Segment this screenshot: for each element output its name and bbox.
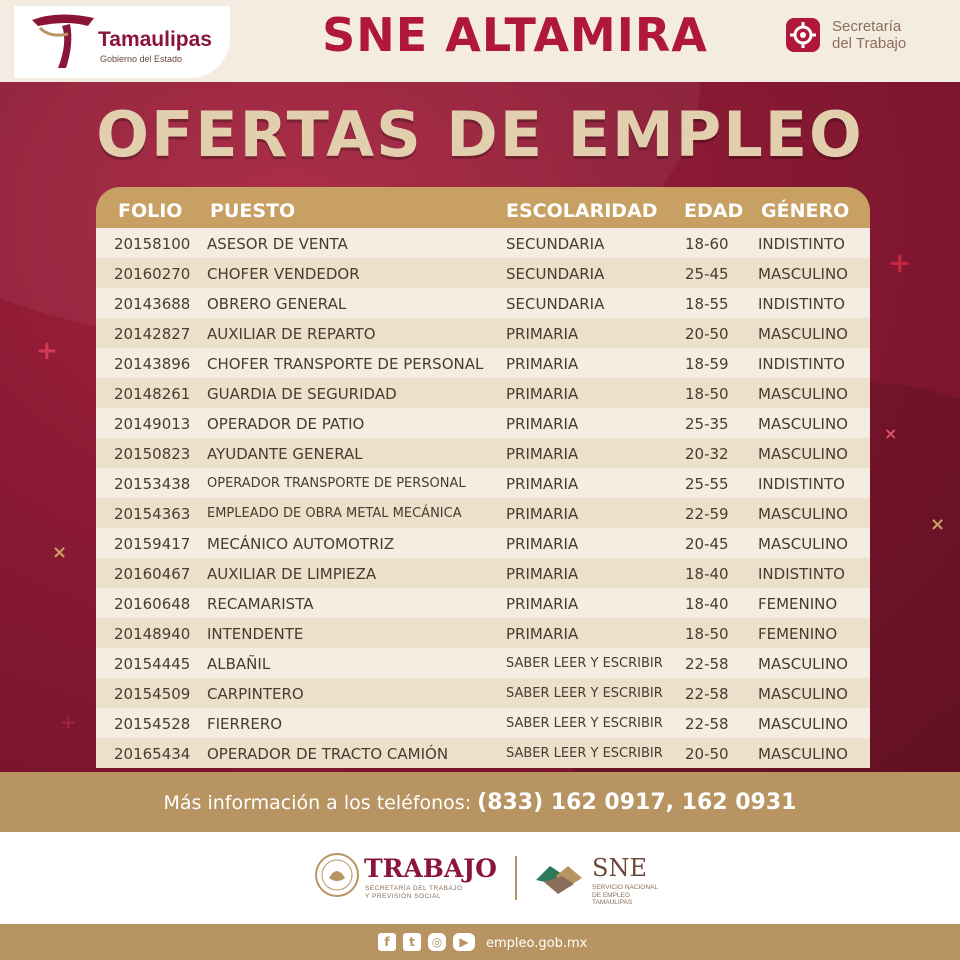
table-row	[96, 258, 870, 288]
cell-genero: INDISTINTO	[758, 565, 845, 583]
cell-genero: FEMENINO	[758, 595, 838, 613]
table-row	[96, 618, 870, 648]
national-seal-icon	[314, 852, 360, 898]
cell-escolaridad: PRIMARIA	[506, 625, 579, 643]
youtube-icon[interactable]: ▶	[453, 933, 475, 951]
cell-folio: 20143896	[114, 355, 191, 373]
sne-sub-line1: SERVICIO NACIONAL	[592, 884, 658, 891]
twitter-icon[interactable]: t	[403, 933, 421, 951]
cell-edad: 18-40	[685, 595, 729, 613]
cell-genero: MASCULINO	[758, 505, 848, 523]
cell-edad: 18-50	[685, 385, 729, 403]
secretaria-label	[832, 18, 906, 52]
footer-divider	[515, 856, 517, 900]
cell-genero: MASCULINO	[758, 745, 848, 763]
table-row	[96, 438, 870, 468]
cell-escolaridad: PRIMARIA	[506, 475, 579, 493]
cell-puesto: GUARDIA DE SEGURIDAD	[207, 385, 397, 403]
cell-escolaridad: PRIMARIA	[506, 325, 579, 343]
cell-genero: MASCULINO	[758, 655, 848, 673]
cell-genero: MASCULINO	[758, 265, 848, 283]
secretaria-line2: del Trabajo	[832, 35, 907, 52]
cell-edad: 25-35	[685, 415, 729, 433]
cell-puesto: AUXILIAR DE REPARTO	[207, 325, 376, 343]
table-row	[96, 588, 870, 618]
table-header	[96, 187, 870, 228]
cell-puesto: FIERRERO	[207, 715, 283, 733]
cell-genero: INDISTINTO	[758, 475, 845, 493]
cell-puesto: MECÁNICO AUTOMOTRIZ	[207, 535, 395, 553]
plus-icon: +	[60, 710, 77, 734]
cell-escolaridad: PRIMARIA	[506, 445, 579, 463]
facebook-icon[interactable]: f	[378, 933, 396, 951]
page-title: SNE ALTAMIRA	[322, 8, 708, 62]
cell-edad: 18-50	[685, 625, 729, 643]
logo-name: Tamaulipas	[98, 28, 212, 51]
cell-puesto: CARPINTERO	[207, 685, 304, 703]
cell-puesto: RECAMARISTA	[207, 595, 314, 613]
cell-folio: 20148940	[114, 625, 191, 643]
table-row	[96, 468, 870, 498]
cell-folio: 20143688	[114, 295, 191, 313]
cell-puesto: CHOFER TRANSPORTE DE PERSONAL	[207, 355, 484, 373]
cell-folio: 20154445	[114, 655, 191, 673]
cell-puesto: INTENDENTE	[207, 625, 304, 643]
cell-genero: INDISTINTO	[758, 355, 845, 373]
table-row	[96, 348, 870, 378]
cell-genero: FEMENINO	[758, 625, 838, 643]
info-label: Más información a los teléfonos:	[163, 792, 478, 814]
phone-numbers: (833) 162 0917, 162 0931	[477, 790, 797, 815]
cell-folio: 20150823	[114, 445, 191, 463]
table-row	[96, 528, 870, 558]
sne-sub-line3: TAMAULIPAS	[592, 899, 633, 906]
cell-escolaridad: SECUNDARIA	[506, 265, 605, 283]
cell-genero: INDISTINTO	[758, 235, 845, 253]
bottom-bar	[0, 924, 960, 960]
instagram-icon[interactable]: ◎	[428, 933, 446, 951]
trabajo-subtitle	[365, 885, 463, 901]
cell-genero: MASCULINO	[758, 415, 848, 433]
cell-folio: 20142827	[114, 325, 191, 343]
cell-folio: 20160467	[114, 565, 191, 583]
cell-genero: INDISTINTO	[758, 295, 845, 313]
cell-edad: 22-59	[685, 505, 729, 523]
cell-puesto: OPERADOR DE TRACTO CAMIÓN	[207, 745, 449, 763]
logo-subtitle: Gobierno del Estado	[100, 54, 183, 64]
plus-icon: +	[36, 336, 58, 366]
cell-folio: 20153438	[114, 475, 191, 493]
website-link[interactable]: empleo.gob.mx	[486, 936, 588, 951]
gear-icon	[784, 16, 822, 54]
cell-folio: 20158100	[114, 235, 191, 253]
sne-sub-line2: DE EMPLEO	[592, 891, 630, 899]
cell-folio: 20154363	[114, 505, 191, 523]
cell-puesto: AUXILIAR DE LIMPIEZA	[207, 565, 377, 583]
table-row	[96, 378, 870, 408]
trabajo-logo: TRABAJO	[364, 854, 497, 883]
cell-edad: 20-45	[685, 535, 729, 553]
table-row	[96, 648, 870, 678]
cell-edad: 25-55	[685, 475, 729, 493]
cell-puesto: OBRERO GENERAL	[207, 295, 347, 313]
cell-edad: 25-45	[685, 265, 729, 283]
cell-folio: 20159417	[114, 535, 191, 553]
header-escolaridad: ESCOLARIDAD	[506, 200, 658, 222]
trabajo-sub-line2: Y PREVISIÓN SOCIAL	[365, 893, 442, 900]
cell-folio: 20154509	[114, 685, 191, 703]
cell-genero: MASCULINO	[758, 385, 848, 403]
cell-escolaridad: SABER LEER Y ESCRIBIR	[506, 746, 663, 761]
cell-puesto: ALBAÑIL	[207, 655, 271, 673]
plus-icon: +	[888, 246, 912, 279]
cell-puesto: ASESOR DE VENTA	[207, 235, 348, 253]
table-row	[96, 318, 870, 348]
cell-escolaridad: PRIMARIA	[506, 355, 579, 373]
cell-escolaridad: PRIMARIA	[506, 565, 579, 583]
cell-puesto: CHOFER VENDEDOR	[207, 265, 360, 283]
offers-heading: OFERTAS DE EMPLEO	[96, 98, 864, 171]
cell-puesto: OPERADOR TRANSPORTE DE PERSONAL	[207, 476, 466, 491]
table-row	[96, 738, 870, 768]
cell-escolaridad: SABER LEER Y ESCRIBIR	[506, 716, 663, 731]
table-row	[96, 708, 870, 738]
cell-folio: 20154528	[114, 715, 191, 733]
cell-escolaridad: SECUNDARIA	[506, 235, 605, 253]
sne-subtitle	[592, 884, 658, 907]
cell-puesto: EMPLEADO DE OBRA METAL MECÁNICA	[207, 506, 462, 521]
tamaulipas-logo	[14, 6, 230, 78]
cell-escolaridad: SABER LEER Y ESCRIBIR	[506, 656, 663, 671]
cell-genero: MASCULINO	[758, 535, 848, 553]
cell-genero: MASCULINO	[758, 445, 848, 463]
trabajo-sub-line1: SECRETARÍA DEL TRABAJO	[365, 885, 463, 892]
table-row	[96, 228, 870, 258]
cell-edad: 18-40	[685, 565, 729, 583]
header-genero: GÉNERO	[761, 200, 850, 222]
cell-edad: 18-60	[685, 235, 729, 253]
cell-edad: 22-58	[685, 685, 729, 703]
cell-genero: MASCULINO	[758, 685, 848, 703]
cell-genero: MASCULINO	[758, 325, 848, 343]
info-bar	[0, 772, 960, 832]
close-icon: ×	[884, 424, 898, 443]
header-edad: EDAD	[684, 200, 744, 222]
cell-genero: MASCULINO	[758, 715, 848, 733]
table-row	[96, 558, 870, 588]
cell-folio: 20165434	[114, 745, 191, 763]
cell-escolaridad: PRIMARIA	[506, 505, 579, 523]
cell-escolaridad: PRIMARIA	[506, 535, 579, 553]
table-row	[96, 408, 870, 438]
header-puesto: PUESTO	[210, 200, 296, 222]
header-folio: FOLIO	[118, 200, 183, 222]
cell-edad: 18-59	[685, 355, 729, 373]
table-row	[96, 288, 870, 318]
cell-folio: 20148261	[114, 385, 191, 403]
table-body	[96, 228, 870, 768]
cell-edad: 22-58	[685, 655, 729, 673]
cell-escolaridad: SABER LEER Y ESCRIBIR	[506, 686, 663, 701]
cell-folio: 20160270	[114, 265, 191, 283]
cell-folio: 20149013	[114, 415, 191, 433]
cell-escolaridad: PRIMARIA	[506, 595, 579, 613]
cell-escolaridad: SECUNDARIA	[506, 295, 605, 313]
jobs-table	[96, 187, 870, 768]
tamaulipas-t-icon	[28, 12, 98, 70]
sne-logo: SNE	[592, 854, 647, 882]
cell-folio: 20160648	[114, 595, 191, 613]
close-icon: ×	[52, 542, 68, 563]
cell-edad: 20-32	[685, 445, 729, 463]
cell-puesto: AYUDANTE GENERAL	[207, 445, 363, 463]
cell-puesto: OPERADOR DE PATIO	[207, 415, 365, 433]
cell-edad: 20-50	[685, 745, 729, 763]
cell-escolaridad: PRIMARIA	[506, 385, 579, 403]
cell-escolaridad: PRIMARIA	[506, 415, 579, 433]
close-icon: ×	[930, 514, 946, 535]
handshake-icon	[534, 858, 584, 902]
table-row	[96, 498, 870, 528]
info-text	[0, 790, 960, 815]
cell-edad: 18-55	[685, 295, 729, 313]
secretaria-line1: Secretaría	[832, 18, 902, 35]
cell-edad: 20-50	[685, 325, 729, 343]
cell-edad: 22-58	[685, 715, 729, 733]
table-row	[96, 678, 870, 708]
